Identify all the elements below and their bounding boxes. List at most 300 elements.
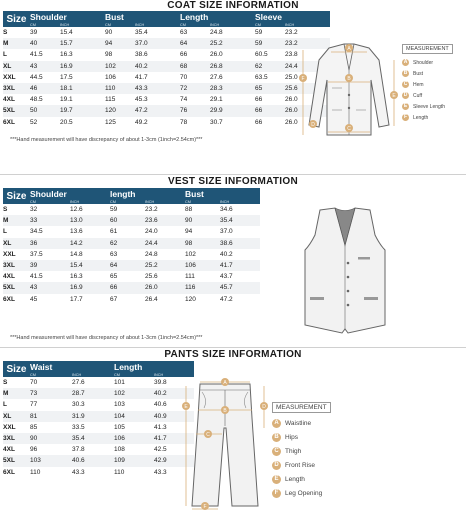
legend-label: Cuff <box>413 92 423 99</box>
value-cell: 41.5 <box>30 271 70 282</box>
svg-text:C: C <box>206 432 210 438</box>
value-cell: 24.4 <box>285 61 330 72</box>
value-cell: 26.0 <box>210 49 255 60</box>
size-cell: 3XL <box>3 260 30 271</box>
table-row <box>3 226 260 237</box>
size-cell: 5XL <box>3 105 30 116</box>
value-cell: 46 <box>30 83 60 94</box>
value-cell: 41.7 <box>135 72 180 83</box>
size-cell: L <box>3 399 30 410</box>
value-cell: 90 <box>185 215 220 226</box>
legend-title: MEASUREMENT <box>402 44 453 54</box>
value-cell: 45 <box>30 294 70 305</box>
value-cell: 30.3 <box>72 399 114 410</box>
unit-cm: CM <box>180 22 210 27</box>
value-cell: 40.6 <box>154 399 194 410</box>
size-cell: 3XL <box>3 433 30 444</box>
size-cell: XL <box>3 61 30 72</box>
table-row <box>3 399 194 410</box>
legend-label: Length <box>285 475 305 483</box>
value-cell: 40.2 <box>135 61 180 72</box>
value-cell: 64 <box>180 38 210 49</box>
value-cell: 25.0 <box>285 72 330 83</box>
legend-label: Thigh <box>285 447 302 455</box>
col-header: Length <box>180 11 255 22</box>
value-cell: 45.3 <box>135 94 180 105</box>
col-header: Waist <box>30 361 114 372</box>
value-cell: 59 <box>255 27 285 38</box>
value-cell: 116 <box>185 282 220 293</box>
svg-text:C: C <box>347 126 351 132</box>
table-row <box>3 215 260 226</box>
value-cell: 106 <box>185 260 220 271</box>
value-cell: 42.5 <box>154 444 194 455</box>
value-cell: 24.0 <box>145 226 185 237</box>
size-cell: M <box>3 215 30 226</box>
pants-title: PANTS SIZE INFORMATION <box>164 349 302 360</box>
value-cell: 18.1 <box>60 83 105 94</box>
table-row <box>3 105 330 116</box>
unit-cm: CM <box>30 199 70 204</box>
legend-label: Hips <box>285 433 299 441</box>
value-cell: 32 <box>30 204 70 215</box>
table-row <box>3 260 260 271</box>
value-cell: 74 <box>180 94 210 105</box>
value-cell: 98 <box>185 238 220 249</box>
value-cell: 110 <box>30 467 72 478</box>
value-cell: 104 <box>114 411 154 422</box>
legend-item <box>402 57 453 68</box>
value-cell: 24.8 <box>145 249 185 260</box>
legend-item <box>402 68 453 79</box>
value-cell: 15.4 <box>60 27 105 38</box>
value-cell: 120 <box>105 105 135 116</box>
value-cell: 23.6 <box>145 215 185 226</box>
value-cell: 17.7 <box>70 294 110 305</box>
svg-text:D: D <box>262 404 266 410</box>
vest-note: ***Hand measurement will have discrepancy of about 1-3cm (1inch=2.54cm)*** <box>10 335 203 341</box>
value-cell: 26.4 <box>145 294 185 305</box>
value-cell: 29.9 <box>210 105 255 116</box>
size-cell: L <box>3 49 30 60</box>
svg-text:E: E <box>392 93 396 99</box>
legend-label: Leg Opening <box>285 489 323 497</box>
value-cell: 105 <box>114 422 154 433</box>
legend-letter: E <box>272 475 281 484</box>
legend-letter: E <box>403 103 408 109</box>
value-cell: 19.7 <box>60 105 105 116</box>
size-cell: XXL <box>3 422 30 433</box>
value-cell: 50 <box>30 105 60 116</box>
value-cell: 98 <box>105 49 135 60</box>
col-header: Sleeve <box>255 11 330 22</box>
value-cell: 59 <box>255 38 285 49</box>
legend-item <box>402 90 453 101</box>
value-cell: 59 <box>110 204 145 215</box>
value-cell: 20.5 <box>60 117 105 128</box>
legend-item <box>402 112 453 123</box>
table-row <box>3 83 330 94</box>
value-cell: 13.0 <box>70 215 110 226</box>
unit-inch: INCH <box>220 199 260 204</box>
value-cell: 43.3 <box>135 83 180 94</box>
table-row <box>3 422 194 433</box>
value-cell: 115 <box>105 94 135 105</box>
size-cell: 4XL <box>3 444 30 455</box>
value-cell: 23.2 <box>285 27 330 38</box>
value-cell: 37.8 <box>72 444 114 455</box>
table-row <box>3 294 260 305</box>
value-cell: 47.2 <box>220 294 260 305</box>
value-cell: 110 <box>114 467 154 478</box>
table-row <box>3 61 330 72</box>
value-cell: 68 <box>180 61 210 72</box>
legend-letter: C <box>403 81 408 87</box>
col-header: Bust <box>105 11 180 22</box>
unit-cm: CM <box>255 22 285 27</box>
value-cell: 17.5 <box>60 72 105 83</box>
value-cell: 72 <box>180 83 210 94</box>
value-cell: 31.9 <box>72 411 114 422</box>
table-row <box>3 94 330 105</box>
size-cell: M <box>3 38 30 49</box>
value-cell: 23.2 <box>285 38 330 49</box>
value-cell: 43 <box>30 61 60 72</box>
unit-cm: CM <box>105 22 135 27</box>
value-cell: 66 <box>255 94 285 105</box>
value-cell: 70 <box>30 377 72 388</box>
value-cell: 42.9 <box>154 455 194 466</box>
value-cell: 37.0 <box>220 226 260 237</box>
value-cell: 64 <box>110 260 145 271</box>
legend-item <box>402 79 453 90</box>
value-cell: 16.3 <box>60 49 105 60</box>
size-cell: 4XL <box>3 271 30 282</box>
size-cell: XL <box>3 238 30 249</box>
svg-text:B: B <box>223 408 227 414</box>
unit-inch: INCH <box>210 22 255 27</box>
legend-letter: F <box>403 114 408 120</box>
unit-inch: INCH <box>70 199 110 204</box>
divider <box>0 174 466 175</box>
value-cell: 40 <box>30 38 60 49</box>
col-header: Length <box>114 361 194 372</box>
table-row <box>3 282 260 293</box>
col-header: length <box>110 188 185 199</box>
value-cell: 25.2 <box>145 260 185 271</box>
value-cell: 45.7 <box>220 282 260 293</box>
legend-label: Length <box>413 114 429 121</box>
table-row <box>3 377 194 388</box>
svg-text:E: E <box>184 404 188 410</box>
value-cell: 37.5 <box>30 249 70 260</box>
value-cell: 85 <box>30 422 72 433</box>
table-row <box>3 249 260 260</box>
value-cell: 102 <box>114 388 154 399</box>
value-cell: 33.5 <box>72 422 114 433</box>
value-cell: 41.7 <box>154 433 194 444</box>
legend-letter: D <box>272 461 281 470</box>
value-cell: 37.0 <box>135 38 180 49</box>
value-cell: 40.2 <box>154 388 194 399</box>
value-cell: 61 <box>110 226 145 237</box>
table-row <box>3 49 330 60</box>
value-cell: 35.4 <box>220 215 260 226</box>
legend-item <box>272 430 331 444</box>
value-cell: 38.6 <box>220 238 260 249</box>
value-cell: 94 <box>105 38 135 49</box>
value-cell: 15.4 <box>70 260 110 271</box>
unit-cm: CM <box>110 199 145 204</box>
coat-legend <box>402 44 453 123</box>
value-cell: 35.4 <box>135 27 180 38</box>
value-cell: 36 <box>30 238 70 249</box>
vest-size-table <box>3 188 260 305</box>
col-header: Shoulder <box>30 11 105 22</box>
size-cell: 5XL <box>3 455 30 466</box>
table-row <box>3 411 194 422</box>
legend-label: Front Rise <box>285 461 315 469</box>
value-cell: 77 <box>30 399 72 410</box>
size-cell: S <box>3 377 30 388</box>
value-cell: 120 <box>185 294 220 305</box>
value-cell: 23.8 <box>285 49 330 60</box>
value-cell: 15.7 <box>60 38 105 49</box>
value-cell: 16.9 <box>70 282 110 293</box>
unit-inch: INCH <box>145 199 185 204</box>
unit-inch: INCH <box>60 22 105 27</box>
size-header: Size <box>3 11 30 27</box>
table-row <box>3 117 330 128</box>
svg-text:F: F <box>301 76 305 82</box>
value-cell: 125 <box>105 117 135 128</box>
value-cell: 33 <box>30 215 70 226</box>
svg-text:B: B <box>347 76 351 82</box>
value-cell: 14.2 <box>70 238 110 249</box>
value-cell: 47.2 <box>135 105 180 116</box>
value-cell: 38.6 <box>135 49 180 60</box>
value-cell: 62 <box>255 61 285 72</box>
value-cell: 65 <box>255 83 285 94</box>
pants-size-table <box>3 361 194 478</box>
legend-item <box>272 416 331 430</box>
vest-title: VEST SIZE INFORMATION <box>167 176 298 187</box>
size-cell: 6XL <box>3 117 30 128</box>
value-cell: 13.6 <box>70 226 110 237</box>
value-cell: 109 <box>114 455 154 466</box>
value-cell: 101 <box>114 377 154 388</box>
coat-note: ***Hand measurement will have discrepancy of about 1-3cm (1inch=2.54cm)*** <box>10 137 203 143</box>
value-cell: 66 <box>255 105 285 116</box>
value-cell: 28.3 <box>210 83 255 94</box>
value-cell: 12.6 <box>70 204 110 215</box>
value-cell: 26.0 <box>285 105 330 116</box>
svg-text:D: D <box>311 122 315 128</box>
legend-letter: A <box>403 59 408 65</box>
value-cell: 16.9 <box>60 61 105 72</box>
value-cell: 40.2 <box>220 249 260 260</box>
value-cell: 39.8 <box>154 377 194 388</box>
value-cell: 25.2 <box>210 38 255 49</box>
coat-title: COAT SIZE INFORMATION <box>167 0 299 11</box>
value-cell: 24.4 <box>145 238 185 249</box>
value-cell: 103 <box>30 455 72 466</box>
value-cell: 63 <box>180 27 210 38</box>
value-cell: 96 <box>30 444 72 455</box>
legend-title: MEASUREMENT <box>272 402 331 413</box>
divider <box>0 347 466 348</box>
legend-label: Shoulder <box>413 59 434 66</box>
svg-text:A: A <box>347 46 351 52</box>
value-cell: 66 <box>180 49 210 60</box>
value-cell: 102 <box>105 61 135 72</box>
value-cell: 19.1 <box>60 94 105 105</box>
size-cell: S <box>3 27 30 38</box>
value-cell: 26.0 <box>145 282 185 293</box>
value-cell: 39 <box>30 260 70 271</box>
value-cell: 60.5 <box>255 49 285 60</box>
value-cell: 76 <box>180 105 210 116</box>
table-row <box>3 444 194 455</box>
value-cell: 24.8 <box>210 27 255 38</box>
unit-inch: INCH <box>285 22 330 27</box>
value-cell: 49.2 <box>135 117 180 128</box>
size-cell: L <box>3 226 30 237</box>
size-cell: 6XL <box>3 294 30 305</box>
unit-cm: CM <box>185 199 220 204</box>
value-cell: 23.2 <box>145 204 185 215</box>
unit-inch: INCH <box>154 372 194 377</box>
unit-cm: CM <box>30 372 72 377</box>
value-cell: 110 <box>105 83 135 94</box>
table-row <box>3 455 194 466</box>
unit-inch: INCH <box>72 372 114 377</box>
legend-label: Waistline <box>285 419 312 427</box>
value-cell: 16.3 <box>70 271 110 282</box>
unit-cm: CM <box>30 22 60 27</box>
value-cell: 52 <box>30 117 60 128</box>
value-cell: 43.7 <box>220 271 260 282</box>
vest-illustration <box>300 205 390 335</box>
value-cell: 48.5 <box>30 94 60 105</box>
value-cell: 30.7 <box>210 117 255 128</box>
legend-item <box>272 458 331 472</box>
value-cell: 26.0 <box>285 94 330 105</box>
value-cell: 67 <box>110 294 145 305</box>
legend-label: Hem <box>413 81 424 88</box>
value-cell: 39 <box>30 27 60 38</box>
table-row <box>3 433 194 444</box>
value-cell: 65 <box>110 271 145 282</box>
legend-letter: C <box>272 447 281 456</box>
legend-item <box>272 472 331 486</box>
pants-legend <box>272 402 331 500</box>
value-cell: 27.6 <box>210 72 255 83</box>
svg-text:A: A <box>223 380 227 386</box>
table-row <box>3 388 194 399</box>
value-cell: 26.8 <box>210 61 255 72</box>
legend-letter: B <box>403 70 408 76</box>
legend-item <box>272 486 331 500</box>
size-header: Size <box>3 188 30 204</box>
value-cell: 63 <box>110 249 145 260</box>
value-cell: 78 <box>180 117 210 128</box>
value-cell: 73 <box>30 388 72 399</box>
value-cell: 43.3 <box>72 467 114 478</box>
unit-cm: CM <box>114 372 154 377</box>
legend-label: Bust <box>413 70 424 77</box>
size-cell: 5XL <box>3 282 30 293</box>
size-cell: XXL <box>3 72 30 83</box>
value-cell: 41.7 <box>220 260 260 271</box>
value-cell: 81 <box>30 411 72 422</box>
coat-size-table <box>3 11 330 128</box>
size-cell: XXL <box>3 249 30 260</box>
value-cell: 25.6 <box>285 83 330 94</box>
value-cell: 106 <box>114 433 154 444</box>
value-cell: 27.6 <box>72 377 114 388</box>
size-header: Size <box>3 361 30 377</box>
value-cell: 106 <box>105 72 135 83</box>
value-cell: 40.9 <box>154 411 194 422</box>
size-cell: 4XL <box>3 94 30 105</box>
coat-illustration <box>299 40 399 140</box>
legend-item <box>402 101 453 112</box>
value-cell: 41.5 <box>30 49 60 60</box>
col-header: Bust <box>185 188 260 199</box>
table-row <box>3 204 260 215</box>
legend-letter: A <box>272 419 281 428</box>
size-cell: M <box>3 388 30 399</box>
value-cell: 41.3 <box>154 422 194 433</box>
svg-text:F: F <box>203 504 207 510</box>
value-cell: 103 <box>114 399 154 410</box>
value-cell: 66 <box>255 117 285 128</box>
legend-label: Sleeve Length <box>413 103 445 110</box>
value-cell: 90 <box>105 27 135 38</box>
value-cell: 60 <box>110 215 145 226</box>
value-cell: 29.1 <box>210 94 255 105</box>
value-cell: 63.5 <box>255 72 285 83</box>
value-cell: 62 <box>110 238 145 249</box>
value-cell: 43 <box>30 282 70 293</box>
legend-letter: D <box>403 92 408 98</box>
value-cell: 88 <box>185 204 220 215</box>
value-cell: 34.6 <box>220 204 260 215</box>
legend-letter: B <box>272 433 281 442</box>
value-cell: 108 <box>114 444 154 455</box>
value-cell: 26.0 <box>285 117 330 128</box>
value-cell: 34.5 <box>30 226 70 237</box>
pants-illustration <box>180 378 270 512</box>
value-cell: 35.4 <box>72 433 114 444</box>
legend-letter: F <box>272 489 281 498</box>
value-cell: 25.6 <box>145 271 185 282</box>
table-row <box>3 27 330 38</box>
table-row <box>3 72 330 83</box>
value-cell: 94 <box>185 226 220 237</box>
value-cell: 111 <box>185 271 220 282</box>
value-cell: 70 <box>180 72 210 83</box>
value-cell: 40.6 <box>72 455 114 466</box>
size-cell: 6XL <box>3 467 30 478</box>
legend-item <box>272 444 331 458</box>
value-cell: 43.3 <box>154 467 194 478</box>
table-row <box>3 238 260 249</box>
size-cell: XL <box>3 411 30 422</box>
value-cell: 66 <box>110 282 145 293</box>
size-cell: 3XL <box>3 83 30 94</box>
